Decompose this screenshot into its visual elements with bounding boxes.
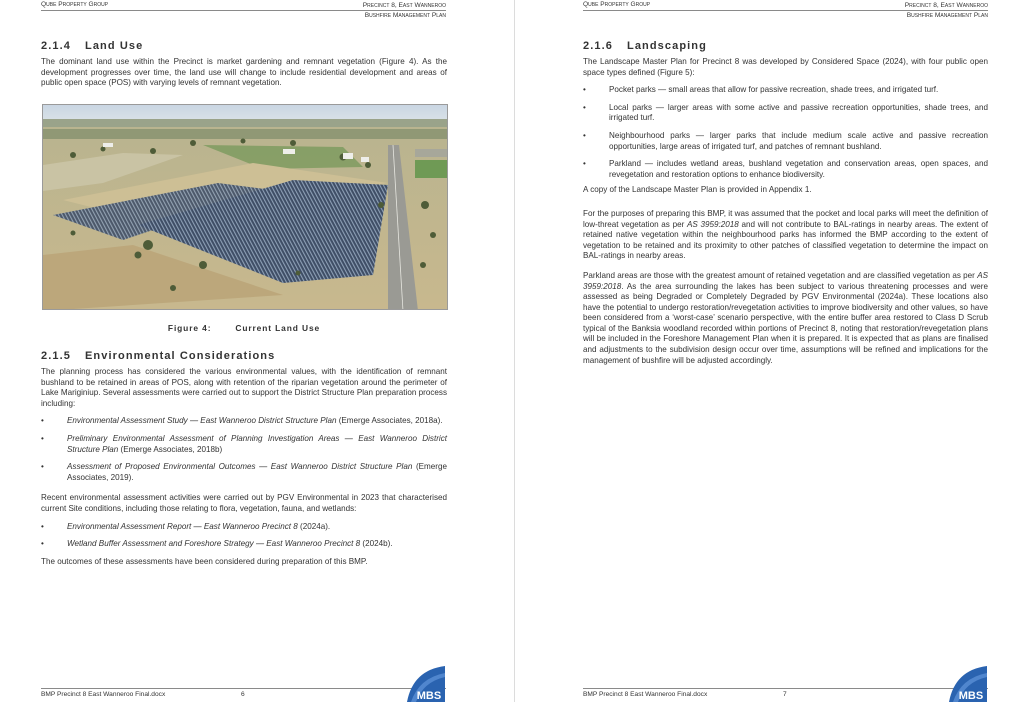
heading-number: 2.1.4 — [41, 40, 71, 52]
footer-rule — [41, 688, 446, 689]
header-project-line2: Bushfire Management Plan — [906, 12, 988, 19]
header-project-line2: Bushfire Management Plan — [364, 12, 446, 19]
bullet-icon: • — [41, 539, 44, 549]
aerial-photo-illustration — [43, 105, 448, 310]
list-item-title: Environmental Assessment Report — East Wanneroo Precinct 8 — [67, 521, 298, 531]
text-run: . As the area surrounding the lakes has been subject to various threatening processes and were assessed as being Degraded or Completely Degraded by PGV Environmental (2024a). These locations also have the potential to undergo restoration/revegetation activities to improve biodiversity and other values, so have been considered from a ‘worst-case’ scenario perspective, with the entire buffer area restored to Class D Scrub typical of the Banksia woodland recorded within portions of Precinct 8, noting that restoration/revegetation plans will be included in the Foreshore Management Plan when it is prepared. It is expected that as plans are finalised and adjustments to the subdivision design occur over time, assumptions will be refined and implications for the management of bushfire will be adjusted accordingly. — [583, 281, 988, 365]
landscaping-intro: The Landscape Master Plan for Precinct 8 was developed by Considered Space (2024), with four public open space types defined (Figure 5): — [583, 57, 988, 77]
mbs-logo-icon — [947, 664, 987, 702]
figure-label: Figure 4: — [167, 323, 212, 333]
logo-text: MBS — [416, 690, 442, 702]
landscaping-paragraph-3 — [583, 271, 988, 366]
list-item-citation: (2024b). — [360, 539, 393, 549]
section-environmental-considerations — [41, 350, 447, 574]
text-run: and will not contribute to BAL-ratings in nearby areas. The extent of retained native vegetation within the neighbourhood parks has informed the BMP according to the extent of vegetation to be retained and its proximity to other patches of classified vegetation to determine the impact on BAL-ratings in nearby areas. — [583, 219, 989, 261]
bullet-icon: • — [583, 102, 586, 112]
list-item-citation: (Emerge Associates, 2018b) — [118, 444, 223, 454]
open-space-types-list — [583, 85, 988, 180]
list-item-title: Assessment of Proposed Environmental Outcomes — East Wanneroo District Structure Plan — [67, 462, 413, 472]
bullet-icon: • — [41, 521, 44, 531]
bullet-icon: • — [583, 130, 586, 140]
heading-2-1-5 — [41, 350, 447, 362]
heading-number: 2.1.6 — [583, 40, 613, 52]
header-project — [905, 1, 988, 21]
list-item-citation: (2024a). — [297, 521, 331, 531]
logo-text: MBS — [958, 690, 984, 702]
bullet-icon: • — [41, 433, 44, 443]
env-paragraph-3: The outcomes of these assessments have been considered during preparation of this BMP. — [41, 556, 368, 566]
header-org: Qube Property Group — [583, 1, 651, 8]
section-landscaping — [583, 40, 988, 373]
list-item-text: Neighbourhood parks — larger parks that include medium scale active and passive recreation opportunities, large areas of irrigated turf, and patches of remnant bushland. — [609, 130, 988, 151]
list-item-text: Pocket parks — small areas that allow for passive recreation, shade trees, and irrigated turf. — [609, 85, 939, 95]
text-run: Parkland areas are those with the greatest amount of retained vegetation and are classified vegetation as per — [583, 270, 978, 280]
heading-number: 2.1.5 — [41, 350, 71, 362]
section-land-use — [41, 40, 447, 96]
bullet-icon: • — [583, 85, 586, 95]
header-rule — [41, 10, 446, 11]
list-item-title: Wetland Buffer Assessment and Foreshore Strategy — East Wanneroo Precinct 8 — [67, 539, 361, 549]
list-item-pocket-parks — [583, 85, 988, 96]
list-item — [41, 434, 447, 455]
standard-reference: AS 3959:2018 — [686, 219, 739, 229]
header-rule — [583, 10, 988, 11]
heading-title: Land Use — [85, 40, 144, 52]
footer-page-number: 6 — [241, 691, 245, 698]
list-item-citation: (Emerge Associates, 2019). — [67, 462, 447, 482]
list-item-title: Preliminary Environmental Assessment of Planning Investigation Areas — East Wanneroo District Structure Plan — [67, 433, 447, 454]
mbs-logo-icon — [405, 664, 445, 702]
header-project — [363, 1, 446, 21]
list-item — [41, 462, 447, 483]
page-6 — [0, 0, 514, 702]
list-item-text: Local parks — larger areas with some active and passive recreation opportunities, shade trees, and irrigated turf. — [609, 102, 988, 123]
heading-title: Environmental Considerations — [85, 350, 276, 362]
list-item — [41, 539, 447, 550]
standard-reference: AS 3959:2018 — [583, 270, 988, 291]
aerial-photo-current-land-use — [42, 104, 448, 310]
page-header — [583, 0, 988, 21]
bullet-icon: • — [41, 462, 44, 472]
bullet-icon: • — [41, 416, 44, 426]
assessment-list-1 — [41, 416, 447, 483]
page-footer — [583, 686, 988, 700]
heading-2-1-4 — [41, 40, 447, 52]
figure-title: Current Land Use — [235, 323, 321, 333]
heading-title: Landscaping — [627, 40, 707, 52]
list-item-local-parks — [583, 103, 988, 124]
list-item-neighbourhood-parks — [583, 131, 988, 152]
page-7 — [515, 0, 1029, 702]
env-paragraph-2: Recent environmental assessment activities were carried out by PGV Environmental in 2023 that characterised current Site conditions, including those relating to flora, vegetation, fauna, and wetlands: — [41, 493, 447, 513]
list-item — [41, 416, 447, 427]
footer-rule — [583, 688, 988, 689]
heading-2-1-6 — [583, 40, 988, 52]
footer-filename: BMP Precinct 8 East Wanneroo Final.docx — [41, 691, 166, 698]
land-use-paragraph: The dominant land use within the Precinct is market gardening and remnant vegetation (Figure 4). As the development progresses over time, the land use will change to include residential development and areas of public open space (POS) with varying levels of remnant vegetation. — [41, 57, 447, 88]
page-footer — [41, 686, 446, 700]
footer-page-number: 7 — [783, 691, 787, 698]
list-item-text: Parkland — includes wetland areas, bushland vegetation and conservation areas, open spaces, and revegetation and restoration options to enhance biodiversity. — [609, 159, 988, 179]
list-item-citation: (Emerge Associates, 2018a). — [336, 416, 443, 426]
footer-filename: BMP Precinct 8 East Wanneroo Final.docx — [583, 691, 708, 698]
landscaping-paragraph-2 — [583, 209, 988, 262]
list-item-title: Environmental Assessment Study — East Wanneroo District Structure Plan — [67, 416, 337, 426]
page-header — [41, 0, 446, 21]
bullet-icon: • — [583, 159, 586, 169]
list-item — [41, 522, 447, 533]
env-paragraph-1: The planning process has considered the various environmental values, with the identification of remnant bushland to be retained in areas of POS, along with retention of the riparian vegetation around the perimeter of Lake Mariginiup. Several assessments were carried out to support the District Structure Plan preparation process including: — [41, 367, 447, 408]
text-run: For the purposes of preparing this BMP, it was assumed that the pocket and local parks will meet the definition of low-threat vegetation as per — [583, 208, 988, 229]
figure-4-caption — [41, 323, 447, 333]
assessment-list-2 — [41, 522, 447, 550]
appendix-note: A copy of the Landscape Master Plan is provided in Appendix 1. — [583, 185, 812, 195]
list-item-parkland — [583, 159, 988, 180]
header-project-line1: Precinct 8, East Wanneroo — [362, 2, 446, 9]
header-project-line1: Precinct 8, East Wanneroo — [904, 2, 988, 9]
header-org: Qube Property Group — [41, 1, 109, 8]
